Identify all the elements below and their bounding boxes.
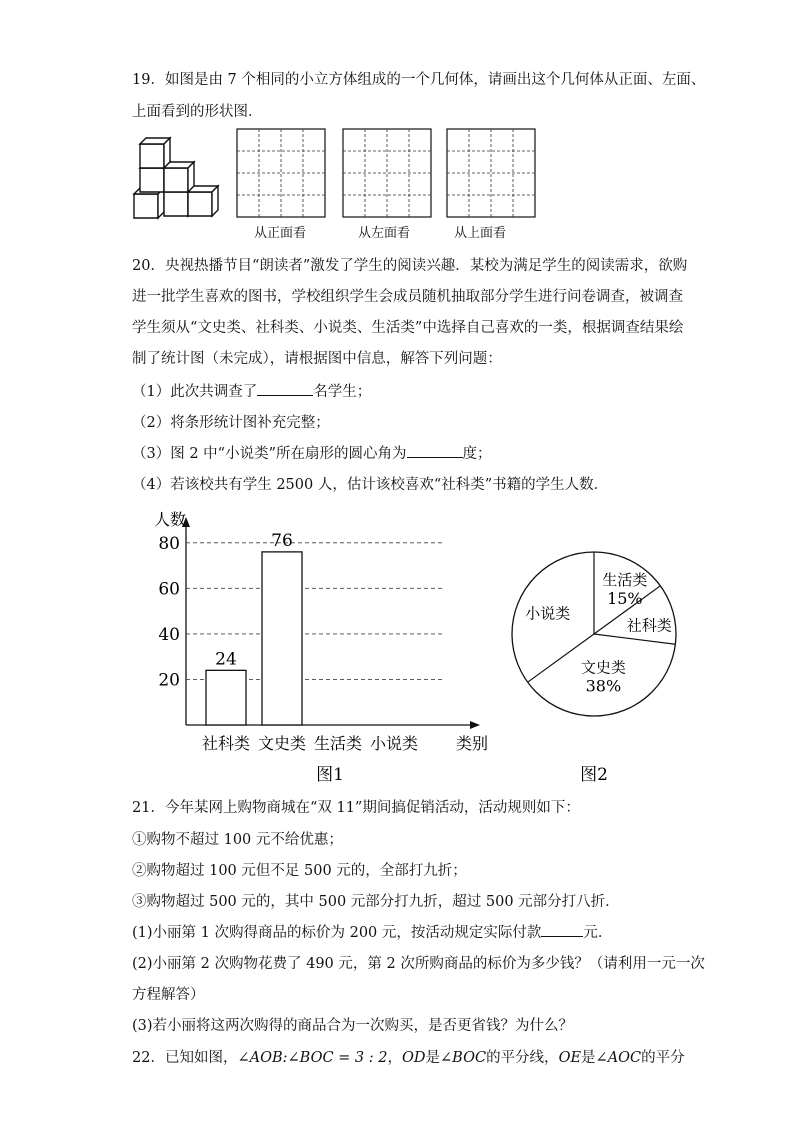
q22-text-a: 是 xyxy=(425,1050,440,1066)
y-axis-label: 人数 xyxy=(154,510,187,529)
x-tick-label: 社科类 xyxy=(201,734,251,753)
answer-blank xyxy=(541,924,583,937)
q20-sub1 xyxy=(132,380,371,401)
slice-label: 小说类 xyxy=(525,604,571,623)
x-axis-label: 类别 xyxy=(456,734,489,753)
bar xyxy=(262,552,302,725)
q22-aoc: ∠AOC xyxy=(595,1050,642,1066)
q20-sub3 xyxy=(132,442,492,463)
q22-od: OD xyxy=(401,1050,426,1066)
q20-sub3-text: （3）图 2 中“小说类”所在扇形的圆心角为 xyxy=(132,446,407,462)
q20-sub1-text: （1）此次共调查了 xyxy=(132,384,258,400)
cube-figure xyxy=(130,132,222,222)
slice-label: 文史类 xyxy=(580,658,626,677)
q20-line1: 20．央视热播节目“朗读者”激发了学生的阅读兴趣．某校为满足学生的阅读需求，欲购 xyxy=(132,258,688,274)
q21-rule3: ③购物超过 500 元的，其中 500 元部分打九折，超过 500 元部分打八折． xyxy=(132,894,620,910)
q22-text-c: 是 xyxy=(581,1050,596,1066)
data-label: 24 xyxy=(215,649,237,670)
caption-left: 从左面看 xyxy=(358,226,411,241)
bar-chart xyxy=(140,505,500,795)
q21-sub1 xyxy=(132,921,612,942)
grid-border xyxy=(447,129,535,217)
x-tick-label: 生活类 xyxy=(313,734,363,753)
chart-title: 图2 xyxy=(580,765,608,785)
q22-tail: 的平分 xyxy=(641,1050,685,1066)
q22-sep: ， xyxy=(387,1050,402,1066)
q21-sub1-tail: 元． xyxy=(583,925,613,941)
q21-line1: 21．今年某网上购物商城在“双 11”期间搞促销活动，活动规则如下： xyxy=(132,800,580,816)
q22-oe: OE xyxy=(558,1050,582,1066)
q21-rule2: ②购物超过 100 元但不足 500 元的，全部打九折； xyxy=(132,863,467,879)
answer-blank xyxy=(257,383,313,396)
caption-top: 从上面看 xyxy=(454,226,507,241)
slice-percent: 15% xyxy=(607,589,643,609)
q21-sub2a: (2)小丽第 2 次购物花费了 490 元，第 2 次所购商品的标价为多少钱？（请利用一元一次 xyxy=(132,956,705,972)
q21-sub2b: 方程解答） xyxy=(132,987,205,1003)
q22-ratio-expr: ∠AOB:∠BOC = 3 : 2 xyxy=(237,1050,388,1066)
x-tick-label: 文史类 xyxy=(257,734,307,753)
x-tick-label: 小说类 xyxy=(369,734,419,753)
grid-border xyxy=(237,129,325,217)
q20-sub3-tail: 度； xyxy=(462,446,492,462)
x-axis-arrow xyxy=(470,721,480,729)
q21-rule1: ①购物不超过 100 元不给优惠； xyxy=(132,832,343,848)
q20-sub4: （4）若该校共有学生 2500 人，估计该校喜欢“社科类”书籍的学生人数． xyxy=(132,477,609,493)
slice-label: 社科类 xyxy=(626,616,672,635)
slice-percent: 38% xyxy=(585,676,622,696)
q20-sub2: （2）将条形统计图补充完整； xyxy=(132,415,330,431)
y-tick-label: 40 xyxy=(158,624,180,645)
data-label: 76 xyxy=(271,530,293,551)
q20-line3: 学生须从“文史类、社科类、小说类、生活类”中选择自己喜欢的一类，根据调查结果绘 xyxy=(132,320,684,336)
q22-boc: ∠BOC xyxy=(440,1050,487,1066)
q20-sub1-tail: 名学生； xyxy=(313,384,372,400)
y-tick-label: 20 xyxy=(158,670,180,691)
q22-text-b: 的平分线， xyxy=(486,1050,559,1066)
q19-line2: 上面看到的形状图． xyxy=(132,104,263,120)
answer-blank xyxy=(407,445,463,458)
grid-border xyxy=(343,129,431,217)
y-tick-label: 60 xyxy=(158,579,180,600)
slice-label: 生活类 xyxy=(602,571,648,590)
q20-line2: 进一批学生喜欢的图书，学校组织学生会成员随机抽取部分学生进行问卷调查，被调查 xyxy=(132,289,683,305)
q21-sub1-text: (1)小丽第 1 次购得商品的标价为 200 元，按活动规定实际付款 xyxy=(132,925,542,941)
q22-intro: 22．已知如图， xyxy=(132,1050,238,1066)
chart-title: 图1 xyxy=(316,765,344,785)
y-tick-label: 80 xyxy=(158,533,180,554)
caption-front: 从正面看 xyxy=(254,226,307,241)
q21-sub3: (3)若小丽将这两次购得的商品合为一次购买，是否更省钱？为什么？ xyxy=(132,1018,574,1034)
q19-line1: 19．如图是由 7 个相同的小立方体组成的一个几何体，请画出这个几何体从正面、左面、 xyxy=(132,72,706,88)
q20-line4: 制了统计图（未完成），请根据图中信息，解答下列问题： xyxy=(132,351,502,367)
pie-chart xyxy=(500,540,700,790)
bar xyxy=(206,670,246,725)
q22-line1 xyxy=(132,1046,685,1067)
